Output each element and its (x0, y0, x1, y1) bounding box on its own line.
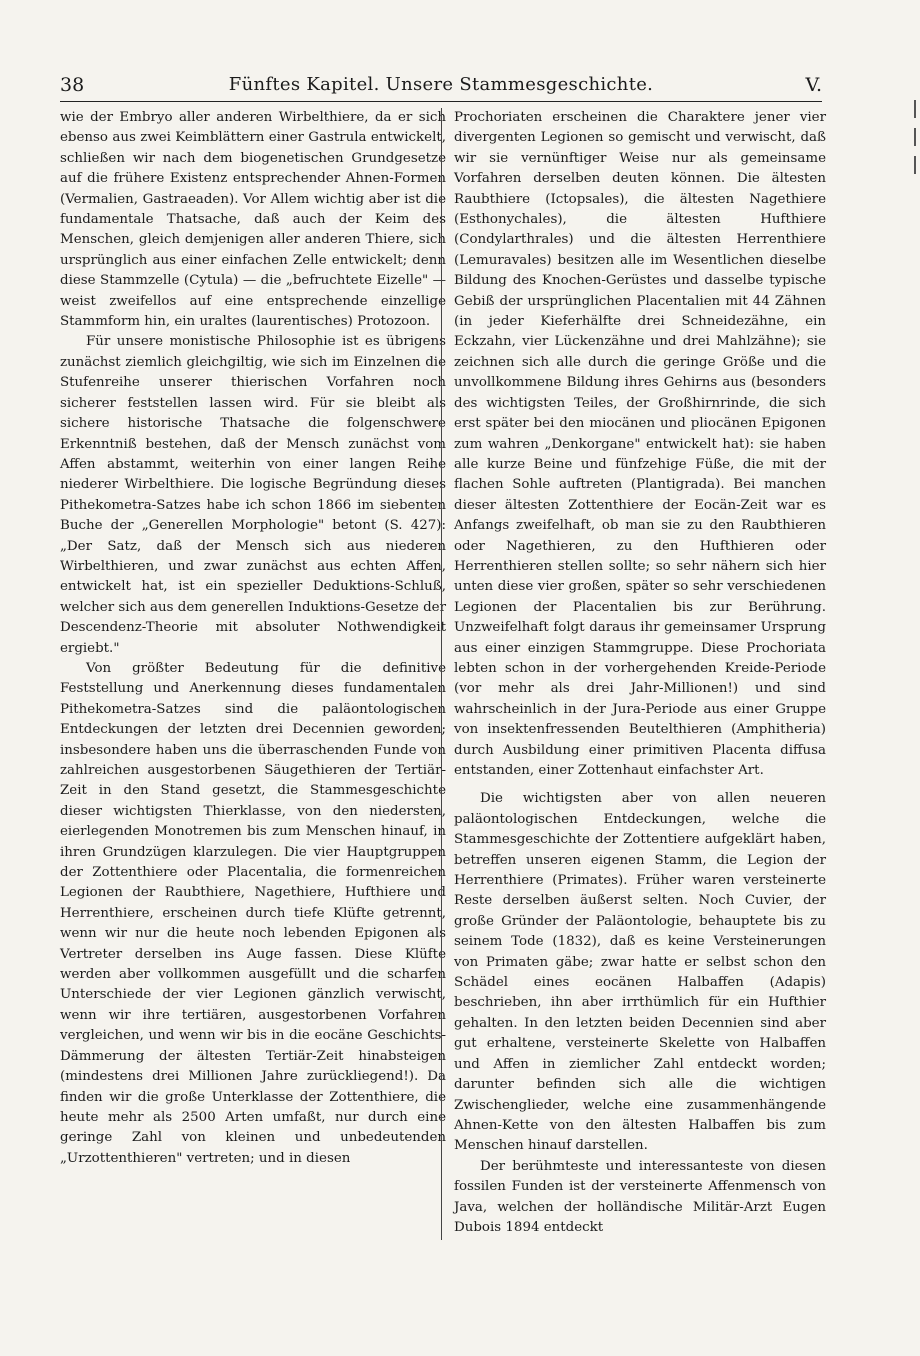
paragraph: Prochoriaten erscheinen die Charaktere jener vier divergenten Legionen so gemischt und verwischt, daß wir sie vernünftiger Weise nur als gemeinsame Vorfahren derselben deuten können. Die ältesten Raubthiere (Ictopsales), die ältesten Nagethiere (Esthonychales), die ältesten Hufthiere (Condylarthrales) und die ältesten Herrenthiere (Lemuravales) besitzen alle im Wesentlichen dieselbe Bildung des Knochen-Gerüstes und dasselbe typische Gebiß der ursprünglichen Placentalien mit 44 Zähnen (in jeder Kieferhälfte drei Schneidezähne, ein Eckzahn, vier Lückenzähne und drei Mahlzähne); sie zeichnen sich alle durch die geringe Größe und die unvollkommene Bildung ihres Gehirns aus (besonders des wichtigsten Teiles, der Großhirnrinde, die sich erst später bei den miocänen und pliocänen Epigonen zum wahren „Denkorgane" entwickelt hat): sie haben alle kurze Beine und fünfzehige Füße, die mit der flachen Sohle auftreten (Plantigrada). Bei manchen dieser ältesten Zottenthiere der Eocän-Zeit war es Anfangs zweifelhaft, ob man sie zu den Raubthieren oder Nagethieren, zu den Hufthieren oder Herrenthieren stellen sollte; so sehr nähern sich hier unten diese vier großen, später so sehr verschiedenen Legionen der Placentalien bis zur Berührung. Unzweifelhaft folgt daraus ihr gemeinsamer Ursprung aus einer einzigen Stammgruppe. Diese Prochoriata lebten schon in der vorhergehenden Kreide-Periode (vor mehr als drei Jahr-Millionen!) und sind wahrscheinlich in der Jura-Periode aus einer Gruppe von insektenfressenden Beutelthieren (Amphitheria) durch Ausbildung einer primitiven Placenta diffusa entstanden, einer Zottenhaut einfachster Art. (454, 110, 826, 778)
page-number: 38 (60, 74, 85, 96)
edge-mark (914, 100, 916, 118)
running-title: Fünftes Kapitel. Unsere Stammesgeschichte. (228, 74, 654, 95)
paragraph: Von größter Bedeutung für die definitive Feststellung und Anerkennung dieses fundamentalen Pithekometra-Satzes sind die paläontologischen Entdeckungen der letzten drei Decennien geworden; insbesondere haben uns die überraschenden Funde von zahlreichen ausgestorbenen Säugethieren der Tertiär-Zeit in den Stand gesetzt, die Stammesgeschichte dieser wichtigsten Thierklasse, von den niedersten, eierlegenden Monotremen bis zum Menschen hinauf, in ihren Grundzügen klarzulegen. Die vier Hauptgruppen der Zottenthiere oder Placentalia, die formenreichen Legionen der Raubthiere, Nagethiere, Hufthiere und Herrenthiere, erscheinen durch tiefe Klüfte getrennt, wenn wir nur die heute noch lebenden Epigonen als Vertreter derselben ins Auge fassen. Diese Klüfte werden aber vollkommen ausgefüllt und die scharfen Unterschiede der vier Legionen gänzlich verwischt, wenn wir ihre tertiären, ausgestorbenen Vorfahren vergleichen, und wenn wir bis in die eocäne Geschichts-Dämmerung der ältesten Tertiär-Zeit hinabsteigen (mindestens drei Millionen Jahre zurückliegend!). Da finden wir die große Unterklasse der Zottenthiere, die heute mehr als 2500 Arten umfaßt, nur durch eine geringe Zahl von kleinen und unbedeutenden „Urzottenthieren" vertreten; und in diesen (60, 660, 446, 1166)
left-column (60, 108, 446, 1169)
paragraph: Für unsere monistische Philosophie ist es übrigens zunächst ziemlich gleichgiltig, wie sich im Einzelnen die Stufenreihe unserer thierischen Vorfahren noch sicherer feststellen lassen wird. Für sie bleibt als sichere historische Thatsache die folgenschwere Erkenntniß bestehen, daß der Mensch zunächst vom Affen abstammt, weiterhin von einer langen Reihe niederer Wirbelthiere. Die logische Begründung dieses Pithekometra-Satzes habe ich schon 1866 im siebenten Buche der „Generellen Morphologie" betont (S. 427): „Der Satz, daß der Mensch sich aus niederen Wirbelthieren, und zwar zunächst aus echten Affen, entwickelt hat, ist ein spezieller Deduktions-Schluß, welcher sich aus dem generellen Induktions-Gesetze der Descendenz-Theorie mit absoluter Nothwendigkeit ergiebt." (60, 334, 446, 656)
right-column (454, 108, 826, 1238)
chapter-number: V. (805, 74, 822, 96)
page-header (60, 74, 822, 100)
header-rule (60, 101, 822, 102)
edge-mark (914, 156, 916, 174)
paragraph: Der berühmteste und interessanteste von diesen fossilen Funden ist der versteinerte Affenmensch von Java, welchen der holländische Militär-Arzt Eugen Dubois 1894 entdeckt (454, 1158, 826, 1235)
column-divider (441, 108, 442, 1240)
paragraph: Die wichtigsten aber von allen neueren paläontologischen Entdeckungen, welche die Stammesgeschichte der Zottentiere aufgeklärt haben, betreffen unseren eigenen Stamm, die Legion der Herrenthiere (Primates). Früher waren versteinerte Reste derselben äußerst selten. Noch Cuvier, der große Gründer der Paläontologie, behauptete bis zu seinem Tode (1832), daß es keine Versteinerungen von Primaten gäbe; zwar hatte er selbst schon den Schädel eines eocänen Halbaffen (Adapis) beschrieben, ihn aber irrthümlich für ein Hufthier gehalten. In den letzten beiden Decennien sind aber gut erhaltene, versteinerte Skelette von Halbaffen und Affen in ziemlicher Zahl entdeckt worden; darunter befinden sich alle die wichtigen Zwischenglieder, welche eine zusammenhängende Ahnen-Kette von den ältesten Halbaffen bis zum Menschen hinauf darstellen. (454, 791, 826, 1154)
edge-mark (914, 128, 916, 146)
scan-edge-marks (908, 90, 920, 250)
paragraph: wie der Embryo aller anderen Wirbelthiere, da er sich ebenso aus zwei Keimblättern einer Gastrula entwickelt, schließen wir nach dem biogenetischen Grundgesetze auf die frühere Existenz entsprechender Ahnen-Formen (Vermalien, Gastraeaden). Vor Allem wichtig aber ist die fundamentale Thatsache, daß auch der Keim des Menschen, gleich demjenigen aller anderen Thiere, sich ursprünglich aus einer einfachen Zelle entwickelt; denn diese Stammzelle (Cytula) — die „befruchtete Eizelle" — weist zweifellos auf eine entsprechende einzellige Stammform hin, ein uraltes (laurentisches) Protozoon. (60, 110, 446, 330)
